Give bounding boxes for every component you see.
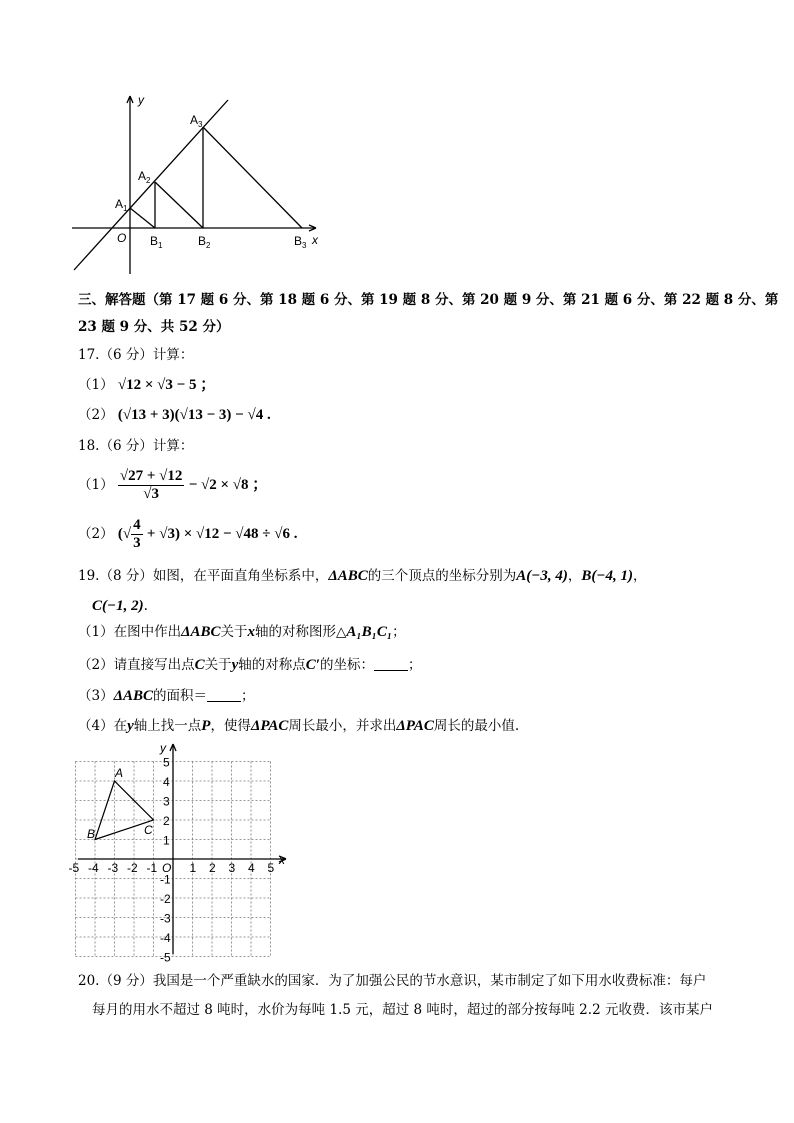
q18-part2 — [78, 514, 297, 554]
q18-p2-tail: + √3) × √12 − √48 ÷ √6 . — [146, 526, 298, 542]
q19-title-mid: 的三个顶点的坐标分别为 — [367, 568, 517, 584]
q18-p2-frac-num: 4 — [133, 517, 141, 533]
label-a2 — [138, 169, 151, 185]
q19-s2-end: 轴的对称点 — [238, 657, 306, 673]
q19-s3-answer-blank[interactable] — [207, 688, 241, 702]
q18-p2-frac-den: 3 — [133, 535, 141, 551]
section-3-heading: 三、解答题（第 17 题 6 分、第 18 题 6 分、第 19 题 8 分、第 20 题 9 分、第 21 题 6 分、第 22 题 8 分、第 — [78, 292, 779, 308]
q19-s3-label: （3） — [78, 688, 114, 704]
segment-a2-b2 — [155, 182, 203, 228]
x-tick-label: 1 — [189, 861, 197, 875]
q19-s2-mid: 关于 — [204, 657, 232, 673]
q18-p1-fraction — [118, 468, 185, 503]
y-tick-label: -4 — [160, 931, 171, 945]
q19-s3-text: 的面积＝ — [153, 688, 208, 704]
svg-text:A1: $A_1$ — [115, 197, 128, 213]
q19-title-cont — [92, 597, 148, 615]
section-3-heading-cont: 23 题 9 分、共 52 分） — [78, 319, 230, 335]
q19-s1-axis: x — [247, 624, 256, 640]
q19-s4-tri2: ΔPAC — [396, 718, 434, 734]
y-tick-label: 2 — [163, 814, 170, 828]
q19-s1-triangle: ΔABC — [181, 624, 221, 640]
q19-s4-label: （4）在 — [78, 718, 128, 734]
y-tick-label: -5 — [160, 950, 171, 965]
svg-text:A3: $A_3$ — [190, 113, 203, 129]
q19-s2-text: （2）请直接写出点 — [78, 657, 195, 673]
q19-period: . — [143, 598, 148, 614]
q19-point-b: B(−4, 1) — [581, 568, 633, 584]
svg-text:A2: $A_2$ — [138, 169, 151, 185]
q18-title: 18.（6 分）计算： — [78, 438, 194, 454]
label-b3 — [294, 234, 307, 250]
fig1-axis-x-label: x — [312, 233, 318, 247]
x-tick-label: 2 — [209, 861, 216, 875]
q20-line2: 每月的用水不超过 8 吨时，水价为每吨 1.5 元，超过 8 吨时，超过的部分按每吨 2.2 元收费．该市某户 — [92, 1002, 713, 1018]
q19-s4-text: ，使得 — [210, 718, 251, 734]
q17-p2-label: （2） — [78, 407, 114, 423]
q19-s4-mid2: 周长最小，并求出 — [288, 718, 397, 734]
segment-a1-b1 — [130, 208, 155, 228]
q19-comma: ， — [567, 568, 582, 584]
label-b2 — [198, 234, 211, 250]
x-tick-labels — [69, 861, 275, 875]
x-tick-label: -2 — [127, 861, 138, 875]
q17-p1-expr: √12 × √3 − 5 ； — [117, 377, 216, 393]
svg-text:B3: $B_3$ — [294, 234, 307, 250]
q19-sub2 — [78, 656, 422, 674]
y-tick-label: 4 — [163, 775, 170, 789]
grid-label-a: A — [115, 766, 124, 780]
q18-p1-label: （1） — [78, 477, 114, 493]
y-tick-label: -2 — [160, 892, 171, 906]
q19-s1-label: （1）在图中作出 — [78, 624, 182, 640]
fig1-origin-label: O — [117, 231, 127, 245]
q17-p2-expr: (√13 + 3)(√13 − 3) − √4 . — [117, 407, 271, 423]
q19-s4-point: P — [201, 718, 211, 734]
grid-label-b: B — [87, 827, 96, 841]
segment-a3-b3 — [203, 127, 302, 228]
q18-p1-denominator: √3 — [143, 486, 160, 502]
q19-s2-prime: C′ — [305, 657, 321, 673]
grid-axis-x-label: x — [279, 853, 285, 867]
q19-point-a: A(−3, 4) — [516, 568, 568, 584]
q18-part1 — [78, 466, 267, 504]
q19-s1-target: A₁B₁C₁ — [346, 624, 393, 640]
q18-p2-label: （2） — [78, 526, 114, 542]
fig1-axis-y-label: y — [138, 93, 144, 107]
q17-part2 — [78, 406, 271, 424]
q19-s1-mid: 关于 — [220, 624, 248, 640]
q19-s2-answer-blank[interactable] — [374, 657, 408, 671]
q19-s4-end: 周长的最小值. — [433, 718, 520, 734]
q19-title-start: 19.（8 分）如图，在平面直角坐标系中， — [78, 568, 329, 584]
q19-point-c: C(−1, 2) — [92, 598, 144, 614]
q19-sub4 — [78, 717, 519, 735]
y-tick-label: -1 — [160, 872, 171, 887]
x-tick-label: -4 — [88, 861, 99, 875]
q19-s2-semi: ； — [408, 657, 422, 673]
q19-s3-tri: ΔABC — [113, 688, 154, 704]
q19-s2-axis: y — [231, 657, 239, 673]
q17-part1 — [78, 376, 215, 394]
q19-s1-semi: ； — [392, 624, 406, 640]
q18-p2-open: (√ — [117, 526, 132, 542]
q19-s4-tri: ΔPAC — [250, 718, 289, 734]
q17-title: 17.（6 分）计算： — [78, 347, 194, 363]
x-tick-label: -1 — [146, 861, 158, 875]
q19-s2-point: C — [194, 657, 205, 673]
label-a1 — [115, 197, 128, 213]
q19-triangle: ΔABC — [328, 568, 368, 584]
q18-p1-numerator: √27 + √12 — [119, 468, 183, 484]
y-tick-label: 1 — [163, 833, 170, 848]
svg-text:B2: $B_2$ — [198, 234, 211, 250]
label-a3 — [190, 113, 203, 129]
x-tick-label: -5 — [68, 861, 80, 875]
grid-origin-label: O — [162, 861, 172, 875]
figure-a-b-sequence — [66, 88, 336, 280]
label-b1 — [150, 234, 163, 250]
y-tick-labels — [160, 756, 171, 965]
q20-line1: 20.（9 分）我国是一个严重缺水的国家．为了加强公民的节水意识，某市制定了如下用水收费标准：每户 — [78, 973, 707, 989]
grid-axis-y-label: y — [160, 741, 166, 755]
y-tick-label: 5 — [163, 755, 170, 770]
q19-sub3 — [78, 687, 255, 705]
q18-p1-tail: − √2 × √8 ； — [188, 477, 268, 493]
grid-label-c: C — [144, 823, 153, 837]
x-tick-label: 3 — [228, 861, 236, 875]
q19-s2-tail: 的坐标： — [320, 657, 375, 673]
svg-text:B1: $B_1$ — [150, 234, 163, 250]
q19-s4-axis: y — [127, 718, 134, 734]
q19-title — [78, 567, 646, 585]
q18-p2-fraction — [131, 517, 143, 552]
x-tick-label: 4 — [248, 861, 255, 875]
y-tick-label: 3 — [163, 794, 170, 809]
q19-s4-mid: 轴上找一点 — [133, 718, 202, 734]
q19-comma-2: ， — [632, 568, 647, 584]
q19-s3-semi: ； — [241, 688, 255, 704]
x-tick-label: -3 — [107, 861, 119, 875]
q17-p1-label: （1） — [78, 377, 114, 393]
y-tick-label: -3 — [160, 911, 171, 926]
q19-sub1 — [78, 623, 406, 641]
coordinate-grid-figure — [68, 741, 292, 965]
q19-s1-end: 轴的对称图形△ — [255, 624, 347, 640]
x-tick-label: 5 — [267, 861, 275, 875]
